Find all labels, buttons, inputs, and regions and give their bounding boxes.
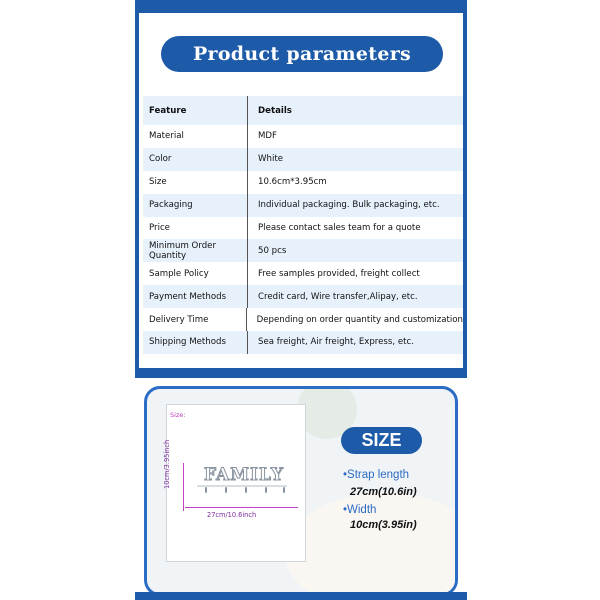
hook-icon xyxy=(225,487,227,493)
table-row xyxy=(143,262,463,285)
size-badge-label: SIZE xyxy=(361,430,402,450)
size-badge xyxy=(341,427,422,454)
table-row xyxy=(143,331,463,354)
column-header-feature: Feature xyxy=(143,96,248,125)
width-dimension-line xyxy=(185,507,298,508)
parameters-panel xyxy=(139,13,463,368)
table-row xyxy=(143,217,463,240)
title-banner xyxy=(161,36,443,72)
bottom-frame-band xyxy=(135,592,467,600)
hook-icon xyxy=(245,487,247,493)
page-title: Product parameters xyxy=(192,43,412,65)
details-cell: Depending on order quantity and customization xyxy=(256,314,463,325)
details-cell: Free samples provided, freight collect xyxy=(258,268,420,279)
column-header-details: Details xyxy=(258,105,292,116)
hook-bar xyxy=(197,485,287,487)
diagram-size-label: Size: xyxy=(170,411,186,419)
feature-cell: Material xyxy=(143,125,248,148)
feature-cell: Sample Policy xyxy=(143,262,248,285)
table-row xyxy=(143,308,463,331)
table-header-row xyxy=(143,96,463,125)
parameters-table xyxy=(143,96,463,354)
details-cell: White xyxy=(258,154,283,165)
feature-cell: Shipping Methods xyxy=(143,331,248,354)
table-row xyxy=(143,148,463,171)
details-cell: Individual packaging. Bulk packaging, etc. xyxy=(258,200,440,211)
feature-cell: Price xyxy=(143,217,248,240)
hook-icon xyxy=(265,487,267,493)
table-row xyxy=(143,125,463,148)
hook-icon xyxy=(205,487,207,493)
size-panel xyxy=(144,386,458,596)
parameters-frame xyxy=(135,0,467,378)
feature-cell: Delivery Time xyxy=(143,308,247,331)
details-cell: Please contact sales team for a quote xyxy=(258,223,421,233)
details-cell: Credit card, Wire transfer,Alipay, etc. xyxy=(258,291,418,302)
feature-cell: Payment Methods xyxy=(143,285,248,308)
table-row xyxy=(143,285,463,308)
product-diagram xyxy=(163,404,306,562)
spec-value-width: 10cm(3.95in) xyxy=(350,519,417,531)
spec-value-strap-length: 27cm(10.6in) xyxy=(350,486,417,498)
feature-cell: Packaging xyxy=(143,194,248,217)
width-dimension-label: 27cm/10.6inch xyxy=(207,511,257,519)
height-dimension-label: 10cm/3.95inch xyxy=(163,439,171,489)
details-cell: 10.6cm*3.95cm xyxy=(258,177,327,188)
feature-cell: Color xyxy=(143,148,248,171)
feature-cell: Minimum Order Quantity xyxy=(143,239,248,262)
product-sign-text: FAMILY xyxy=(203,465,285,485)
details-cell: Sea freight, Air freight, Express, etc. xyxy=(258,337,414,348)
spec-name-width: •Width xyxy=(343,504,377,516)
details-cell: 50 pcs xyxy=(258,245,287,256)
table-row xyxy=(143,194,463,217)
table-row xyxy=(143,239,463,262)
height-dimension-line xyxy=(183,463,184,511)
feature-cell: Size xyxy=(143,171,248,194)
details-cell: MDF xyxy=(258,131,277,142)
spec-name-strap-length: •Strap length xyxy=(343,469,410,481)
hook-icon xyxy=(283,487,285,493)
table-row xyxy=(143,171,463,194)
